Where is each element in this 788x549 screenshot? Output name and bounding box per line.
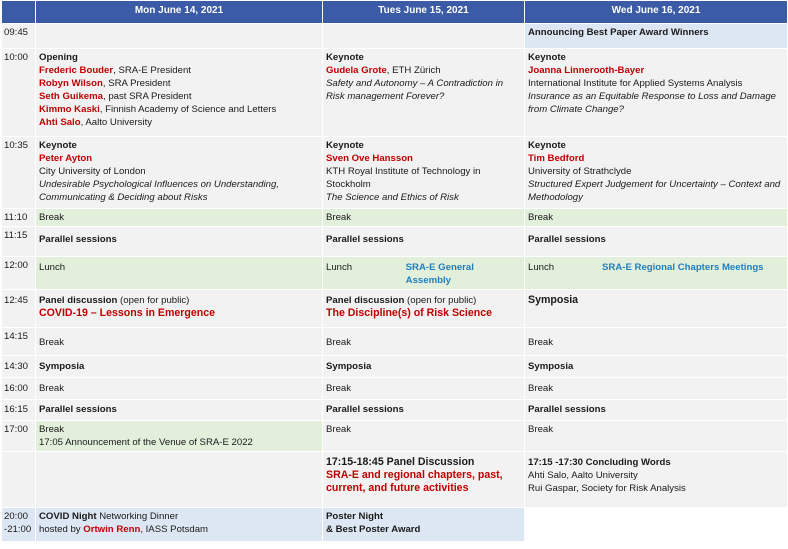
time-cell xyxy=(2,452,36,508)
lunch-cell xyxy=(36,257,323,290)
talk-title: Safety and Autonomy – A Contradiction in Risk management Forever? xyxy=(326,78,504,102)
row-1200 xyxy=(2,257,788,290)
header-row xyxy=(2,1,788,24)
break-cell: Break xyxy=(525,328,788,356)
parallel-sessions-cell: Parallel sessions xyxy=(323,400,525,421)
speaker-affiliation: City University of London xyxy=(39,166,146,177)
speaker-name: Sven Ove Hansson xyxy=(326,153,413,164)
time-cell: 17:00 xyxy=(2,421,36,452)
opening-title: Opening xyxy=(39,52,78,63)
row-1600 xyxy=(2,378,788,400)
lunch-label: Lunch xyxy=(528,262,555,273)
panel-topic: SRA-E and regional chapters, past, current, and future activities xyxy=(326,469,503,494)
concluding-title: 17:15 -17:30 Concluding Words xyxy=(528,457,671,468)
lunch-label: Lunch xyxy=(39,262,66,273)
row-1245 xyxy=(2,290,788,328)
speaker-role: , SRA President xyxy=(102,78,171,89)
lunch-cell xyxy=(323,257,525,290)
break-cell: Break xyxy=(323,209,525,227)
parallel-sessions-cell: Parallel sessions xyxy=(525,400,788,421)
speaker-role: , Finnish Academy of Science and Letters xyxy=(99,104,277,115)
wed-cell xyxy=(525,508,788,542)
session-label: Parallel sessions xyxy=(326,234,404,245)
header-wed: Wed June 16, 2021 xyxy=(525,1,788,24)
opening-cell xyxy=(36,49,323,137)
covid-night-rest: Networking Dinner xyxy=(96,511,179,522)
speaker-affiliation: International Institute for Applied Systems Analysis xyxy=(528,78,743,89)
time-cell: 12:00 xyxy=(2,257,36,290)
speaker-line xyxy=(39,90,319,103)
talk-title: Structured Expert Judgement for Uncertainty – Context and Methodology xyxy=(528,179,781,203)
break-cell: Break xyxy=(323,328,525,356)
panel-title-line xyxy=(39,292,319,307)
time-cell: 14:15 xyxy=(2,328,36,356)
speaker-role: , Aalto University xyxy=(80,117,153,128)
speaker-line xyxy=(39,103,319,116)
row-1715 xyxy=(2,452,788,508)
break-cell: Break xyxy=(36,328,323,356)
concluding-speaker: Rui Gaspar, Society for Risk Analysis xyxy=(528,483,686,494)
speaker-name: Seth Guikema xyxy=(39,91,103,102)
break-cell: Break xyxy=(525,209,788,227)
keynote-title: Keynote xyxy=(528,52,566,63)
row-2000 xyxy=(2,508,788,542)
schedule-table xyxy=(1,0,788,542)
covid-night-host-line: hosted by Ortwin Renn, IASS Potsdam xyxy=(39,524,209,535)
speaker-affiliation: , ETH Zürich xyxy=(386,65,441,76)
speaker-name: Ahti Salo xyxy=(39,117,81,128)
panel-topic: COVID-19 – Lessons in Emergence xyxy=(39,307,216,319)
keynote-cell xyxy=(323,137,525,209)
header-tue: Tues June 15, 2021 xyxy=(323,1,525,24)
break-cell: Break xyxy=(525,378,788,400)
general-assembly-event: SRA-E General Assembly xyxy=(405,262,474,286)
row-1700 xyxy=(2,421,788,452)
lunch-cell xyxy=(525,257,788,290)
panel-note: (open for public) xyxy=(404,295,477,306)
row-1615 xyxy=(2,400,788,421)
row-1110 xyxy=(2,209,788,227)
concluding-speaker: Ahti Salo, Aalto University xyxy=(528,470,638,481)
break-cell: Break xyxy=(323,378,525,400)
panel-discussion-cell xyxy=(323,290,525,328)
parallel-sessions-cell: Parallel sessions xyxy=(36,400,323,421)
mon-cell xyxy=(36,452,323,508)
host-name: Ortwin Renn xyxy=(83,524,141,535)
lunch-label: Lunch xyxy=(326,262,353,273)
time-cell: 12:45 xyxy=(2,290,36,328)
speaker-role: , past SRA President xyxy=(102,91,192,102)
row-1415 xyxy=(2,328,788,356)
symposia-cell: Symposia xyxy=(525,290,788,328)
speaker-name: Robyn Wilson xyxy=(39,78,103,89)
break-cell: Break xyxy=(36,209,323,227)
row-1115 xyxy=(2,227,788,257)
parallel-sessions-cell xyxy=(36,227,323,257)
session-label: Parallel sessions xyxy=(39,234,117,245)
panel-note: (open for public) xyxy=(117,295,190,306)
covid-night-title: COVID Night xyxy=(39,511,97,522)
time-cell: 14:30 xyxy=(2,356,36,378)
break-cell: Break xyxy=(323,421,525,452)
speaker-name: Joanna Linnerooth-Bayer xyxy=(528,65,645,76)
best-paper-announcement: Announcing Best Paper Award Winners xyxy=(525,24,788,49)
keynote-title: Keynote xyxy=(326,52,364,63)
panel-title: 17:15-18:45 Panel Discussion xyxy=(326,456,475,468)
parallel-sessions-cell xyxy=(323,227,525,257)
keynote-title: Keynote xyxy=(39,140,77,151)
mon-cell xyxy=(36,24,323,49)
speaker-affiliation: KTH Royal Institute of Technology in Stockholm xyxy=(326,166,481,190)
symposia-cell: Symposia xyxy=(323,356,525,378)
speaker-name: Peter Ayton xyxy=(39,153,93,164)
time-cell: 16:00 xyxy=(2,378,36,400)
keynote-title: Keynote xyxy=(326,140,364,151)
talk-title: Undesirable Psychological Influences on Understanding, Communicating & Deciding about Risks xyxy=(39,179,279,203)
time-cell: 09:45 xyxy=(2,24,36,49)
speaker-name: Frederic Bouder xyxy=(39,65,114,76)
break-cell: Break xyxy=(36,378,323,400)
speaker-role: , SRA-E President xyxy=(113,65,191,76)
speaker-name: Tim Bedford xyxy=(528,153,585,164)
header-time xyxy=(2,1,36,24)
speaker-line xyxy=(39,116,319,129)
time-cell: 16:15 xyxy=(2,400,36,421)
row-1430 xyxy=(2,356,788,378)
poster-award: & Best Poster Award xyxy=(326,524,421,535)
row-1000 xyxy=(2,49,788,137)
panel-title-line xyxy=(326,292,521,307)
row-1035 xyxy=(2,137,788,209)
panel-title: Panel discussion xyxy=(326,295,405,306)
tue-cell xyxy=(323,24,525,49)
covid-night-title-line xyxy=(39,510,319,523)
break-cell xyxy=(36,421,323,452)
keynote-cell xyxy=(525,49,788,137)
regional-chapters-event: SRA-E Regional Chapters Meetings xyxy=(602,262,764,273)
time-cell: 20:00 -21:00 xyxy=(2,508,36,542)
venue-announcement: 17:05 Announcement of the Venue of SRA-E 2022 xyxy=(39,437,253,448)
break-cell: Break xyxy=(525,421,788,452)
speaker-line xyxy=(326,64,521,77)
keynote-title: Keynote xyxy=(528,140,566,151)
speaker-line xyxy=(39,77,319,90)
talk-title: The Science and Ethics of Risk xyxy=(326,192,459,203)
time-cell: 11:15 xyxy=(2,227,36,257)
symposia-cell: Symposia xyxy=(525,356,788,378)
header-mon: Mon June 14, 2021 xyxy=(36,1,323,24)
time-cell: 10:00 xyxy=(2,49,36,137)
panel-topic: The Discipline(s) of Risk Science xyxy=(326,307,493,319)
break-label: Break xyxy=(39,424,65,435)
keynote-cell xyxy=(36,137,323,209)
time-cell: 10:35 xyxy=(2,137,36,209)
speaker-name: Gudela Grote xyxy=(326,65,387,76)
speaker-name: Kimmo Kaski xyxy=(39,104,100,115)
symposia-cell: Symposia xyxy=(36,356,323,378)
covid-night-cell xyxy=(36,508,323,542)
panel-discussion-cell xyxy=(36,290,323,328)
row-0945 xyxy=(2,24,788,49)
poster-night-cell xyxy=(323,508,525,542)
panel-title: Panel discussion xyxy=(39,295,118,306)
keynote-cell xyxy=(323,49,525,137)
talk-title: Insurance as an Equitable Response to Loss and Damage from Climate Change? xyxy=(528,91,776,115)
session-label: Parallel sessions xyxy=(528,234,606,245)
poster-night-title: Poster Night xyxy=(326,511,384,522)
time-cell: 11:10 xyxy=(2,209,36,227)
speaker-affiliation: University of Strathclyde xyxy=(528,166,632,177)
speaker-line xyxy=(39,64,319,77)
keynote-cell xyxy=(525,137,788,209)
parallel-sessions-cell xyxy=(525,227,788,257)
concluding-words-cell xyxy=(525,452,788,508)
panel-discussion-cell xyxy=(323,452,525,508)
